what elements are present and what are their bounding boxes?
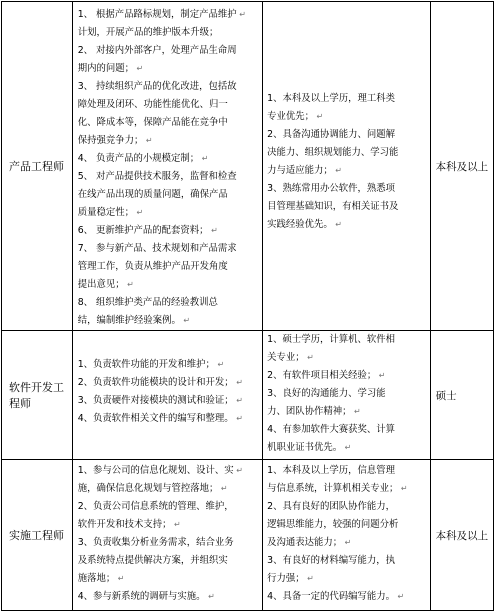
requirement-line: 1、硕士学历，计算机、软件相 (267, 334, 395, 345)
job-title-cell (2, 331, 73, 460)
job-title-line: 软件开发工 (9, 381, 64, 394)
requirement-line: 3、熟练常用办公软件，熟悉项 (267, 183, 395, 194)
requirements-cell (263, 460, 430, 611)
duty-line: 期内的问题； ↵ (78, 60, 257, 78)
duty-line: 4、 负责产品的小规模定制； ↵ (78, 150, 257, 168)
duty-line: 4、负责软件相关文件的编写和整理。 ↵ (78, 410, 257, 428)
duty-line: 2、负责公司信息系统的管理、维护， (77, 501, 234, 512)
duty-line: 1、负责软件功能的开发和维护； ↵ (78, 356, 257, 374)
education-requirement: 本科及以上 (435, 529, 489, 542)
requirement-line: 及沟通表达能力； ↵ (267, 534, 425, 552)
requirement-line: 专业优先； ↵ (267, 108, 425, 126)
duty-line: 障处理及闭环、功能性能优化、归一 (77, 99, 228, 110)
job-title-cell (2, 2, 73, 331)
requirement-line: 机职业证书优先。 ↵ (267, 439, 425, 457)
duty-line: 结，编制维护经验案例。 ↵ (78, 312, 257, 330)
requirement-line: 实践经验优先。 ↵ (267, 216, 425, 234)
requirement-line: 4、有参加软件大赛获奖、计算 (267, 424, 395, 435)
requirement-line: 3、良好的沟通能力、学习能 (267, 388, 386, 399)
duty-line: 质量稳定性； ↵ (78, 204, 257, 222)
job-title: 产品工程师 (9, 160, 64, 173)
duty-line: 3、负责收集分析业务需求，结合业务 (77, 537, 234, 548)
table-row (2, 2, 494, 331)
requirement-line: 逻辑思维能力，较强的问题分析 (267, 519, 399, 530)
duty-line: 计划，开展产品的维护版本升级； (77, 27, 219, 38)
requirement-line: 与信息系统，计算机相关专业； ↵ (267, 480, 425, 498)
requirement-line: 1、本科及以上学历，信息管理 (267, 465, 395, 476)
duty-line: 4、参与新系统的调研与实施。 ↵ (78, 588, 257, 606)
table-row (2, 331, 494, 460)
duties-cell (72, 2, 262, 331)
duty-line: 化、降成本等，保障产品能在竞争中 (77, 117, 228, 128)
requirement-line: 力与适应能力； ↵ (267, 162, 425, 180)
requirement-line: 决能力、组织规划能力、学习能 (267, 147, 399, 158)
requirement-line: 1、本科及以上学历，理工科类 (267, 93, 395, 104)
requirement-line: 2、有软件项目相关经验； ↵ (267, 367, 425, 385)
duty-line: 2、负责软件功能模块的设计和开发； ↵ (78, 374, 257, 392)
duty-line: 管理工作，负责从维护产品开发角度 (77, 261, 228, 272)
duty-line: 8、 组织维护类产品的经验教训总 (77, 297, 218, 308)
duty-line: 3、负责硬件对接模块的测试和验证； ↵ (78, 392, 257, 410)
requirement-line: 2、具备沟通协调能力、问题解 (267, 129, 395, 140)
requirement-line: 力、团队协作精神； ↵ (267, 403, 425, 421)
duty-line: 3、 持续组织产品的优化改进，包括故 (77, 81, 237, 92)
table-row (2, 460, 494, 611)
requirement-line: 行力强； ↵ (267, 570, 425, 588)
duty-line: 软件开发和技术支持； ↵ (78, 516, 257, 534)
duties-list (78, 6, 257, 330)
duty-line: 6、 更新维护产品的配套资料； ↵ (78, 222, 257, 240)
duties-cell (72, 331, 262, 460)
requirement-line: 2、具有良好的团队协作能力， (267, 501, 395, 512)
duty-line: 1、 根据产品路标规划，制定产品维护 ↵ (78, 6, 257, 24)
education-cell (430, 331, 493, 460)
requirement-line: 4、具备一定的代码编写能力。 ↵ (267, 588, 425, 606)
requirements-list (267, 460, 425, 606)
education-requirement: 本科及以上 (435, 160, 489, 173)
duty-line: 施，确保信息化规划与管控落地； ↵ (78, 480, 257, 498)
education-requirement: 硕士 (435, 389, 457, 402)
requirement-line: 关专业； ↵ (267, 349, 425, 367)
job-title: 实施工程师 (9, 529, 64, 542)
duty-line: 7、 参与新产品、技术规划和产品需求 (77, 243, 237, 254)
requirement-line: 3、有良好的材料编写能力，执 (267, 555, 395, 566)
job-title-cell (2, 460, 73, 611)
requirements-cell (263, 331, 430, 460)
requirement-line: 目管理基础知识，有相关证书及 (267, 201, 399, 212)
requirements-list (267, 331, 425, 457)
education-cell (430, 2, 493, 331)
duty-line: 及系统特点提供解决方案，并组织实 (77, 555, 228, 566)
duty-line: 5、 对产品提供技术服务，监督和检查 (77, 171, 237, 182)
duties-list (78, 335, 257, 428)
job-title-line: 程师 (9, 397, 31, 410)
requirements-cell (263, 2, 430, 331)
job-requirements-table (1, 1, 494, 611)
duty-line: 在线产品出现的质量问题，确保产品 (77, 189, 228, 200)
duty-line: 1、参与公司的信息化规划、设计、实 ↵ (78, 462, 257, 480)
duties-cell (72, 460, 262, 611)
duty-line: 保持强竞争力； ↵ (78, 132, 257, 150)
duty-line: 提出意见； ↵ (78, 276, 257, 294)
duty-line: 施落地； ↵ (78, 570, 257, 588)
requirements-list (267, 2, 425, 234)
education-cell (430, 460, 493, 611)
duties-list (78, 462, 257, 606)
duty-line: 2、 对接内外部客户，处理产品生命周 (77, 45, 237, 56)
